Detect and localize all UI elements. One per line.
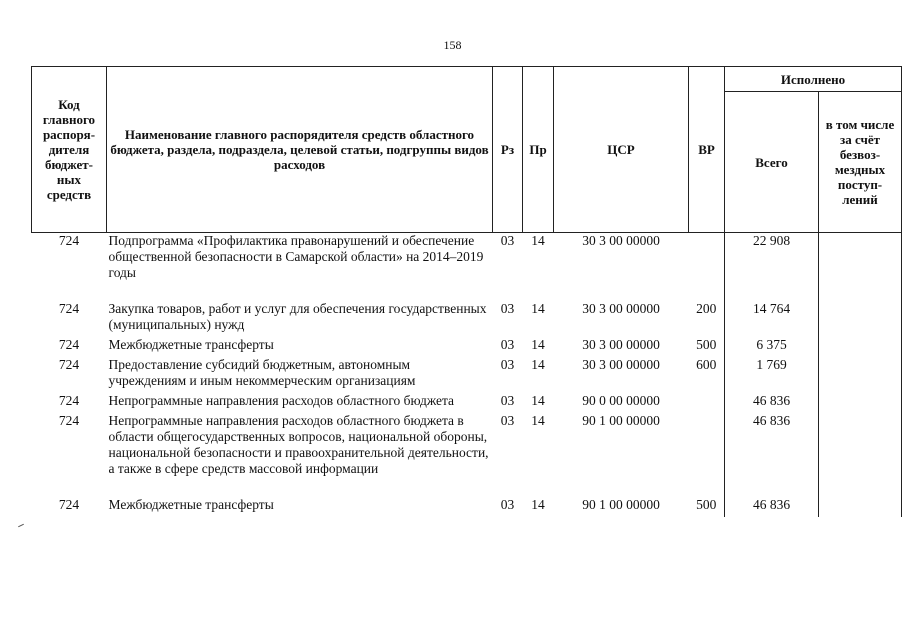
row-total: 22 908 <box>725 233 819 302</box>
row-csr: 90 1 00 00000 <box>582 497 660 512</box>
table-row <box>32 393 902 413</box>
header-csr: ЦСР <box>554 67 689 233</box>
row-code: 724 <box>58 337 80 352</box>
table-row <box>32 337 902 357</box>
table-body <box>32 233 902 518</box>
table-row <box>32 413 902 497</box>
row-vr: 600 <box>696 357 717 372</box>
row-pr: 14 <box>531 413 545 428</box>
row-vr: 500 <box>696 337 717 352</box>
table-row <box>32 233 902 302</box>
row-name: Непрограммные направления расходов областного бюджета <box>108 393 455 408</box>
table-row <box>32 497 902 517</box>
row-total: 6 375 <box>725 337 819 357</box>
row-vr <box>689 413 725 497</box>
header-vr: ВР <box>689 67 725 233</box>
row-free-receipts <box>819 337 902 357</box>
row-csr: 30 3 00 00000 <box>582 301 660 316</box>
row-rz: 03 <box>500 357 515 372</box>
table-row <box>32 301 902 337</box>
row-csr: 30 3 00 00000 <box>582 233 660 248</box>
row-csr: 90 0 00 00000 <box>582 393 660 408</box>
row-code: 724 <box>58 357 80 372</box>
row-vr: 200 <box>696 301 717 316</box>
row-code: 724 <box>58 233 80 248</box>
row-csr: 30 3 00 00000 <box>582 357 660 372</box>
header-rz: Рз <box>493 67 523 233</box>
row-code: 724 <box>58 301 80 316</box>
row-pr: 14 <box>531 357 545 372</box>
row-vr <box>689 233 725 302</box>
header-pr: Пр <box>523 67 554 233</box>
row-name: Подпрограмма «Профилактика правонарушений и обеспечение общественной безопасности в Самарской области» на 2014–2019 годы <box>108 233 484 280</box>
row-pr: 14 <box>531 337 545 352</box>
row-code: 724 <box>58 497 80 512</box>
row-free-receipts <box>819 301 902 337</box>
row-vr <box>689 393 725 413</box>
row-free-receipts <box>819 413 902 497</box>
row-free-receipts <box>819 497 902 517</box>
row-code: 724 <box>58 413 80 428</box>
row-total: 46 836 <box>725 497 819 517</box>
header-total: Всего <box>725 92 819 233</box>
row-total: 1 769 <box>725 357 819 393</box>
row-rz: 03 <box>500 413 515 428</box>
row-name: Непрограммные направления расходов областного бюджета в области общегосударственных вопросов, национальной обороны, национальной безопасности и правоохранительной деятельности, а также в сфере средств массовой информации <box>108 413 489 476</box>
row-code: 724 <box>58 393 80 408</box>
row-total: 14 764 <box>725 301 819 337</box>
row-free-receipts <box>819 393 902 413</box>
row-rz: 03 <box>500 233 515 248</box>
header-code: Код главного распоря-дителя бюджет-ных средств <box>32 67 107 233</box>
row-vr: 500 <box>696 497 717 512</box>
row-rz: 03 <box>500 337 515 352</box>
row-pr: 14 <box>531 233 545 248</box>
table-row <box>32 357 902 393</box>
scan-mark <box>18 524 24 527</box>
row-name: Межбюджетные трансферты <box>108 337 274 352</box>
row-rz: 03 <box>500 393 515 408</box>
row-rz: 03 <box>500 301 515 316</box>
row-pr: 14 <box>531 393 545 408</box>
row-free-receipts <box>819 357 902 393</box>
header-name: Наименование главного распорядителя средств областного бюджета, раздела, подраздела, целевой статьи, подгруппы видов расходов <box>107 67 493 233</box>
header-free-receipts: в том числе за счёт безвоз-мездных поступ-лений <box>819 92 902 233</box>
header-executed: Исполнено <box>725 67 902 92</box>
row-pr: 14 <box>531 301 545 316</box>
row-rz: 03 <box>500 497 515 512</box>
row-csr: 30 3 00 00000 <box>582 337 660 352</box>
budget-table <box>31 66 902 517</box>
row-name: Предоставление субсидий бюджетным, автономным учреждениям и иным некоммерческим организациям <box>108 357 416 388</box>
row-free-receipts <box>819 233 902 302</box>
row-name: Межбюджетные трансферты <box>108 497 274 512</box>
row-name: Закупка товаров, работ и услуг для обеспечения государственных (муниципальных) нужд <box>108 301 487 332</box>
row-total: 46 836 <box>725 413 819 497</box>
row-total: 46 836 <box>725 393 819 413</box>
row-csr: 90 1 00 00000 <box>582 413 660 428</box>
row-pr: 14 <box>531 497 545 512</box>
page-number: 158 <box>443 38 462 52</box>
